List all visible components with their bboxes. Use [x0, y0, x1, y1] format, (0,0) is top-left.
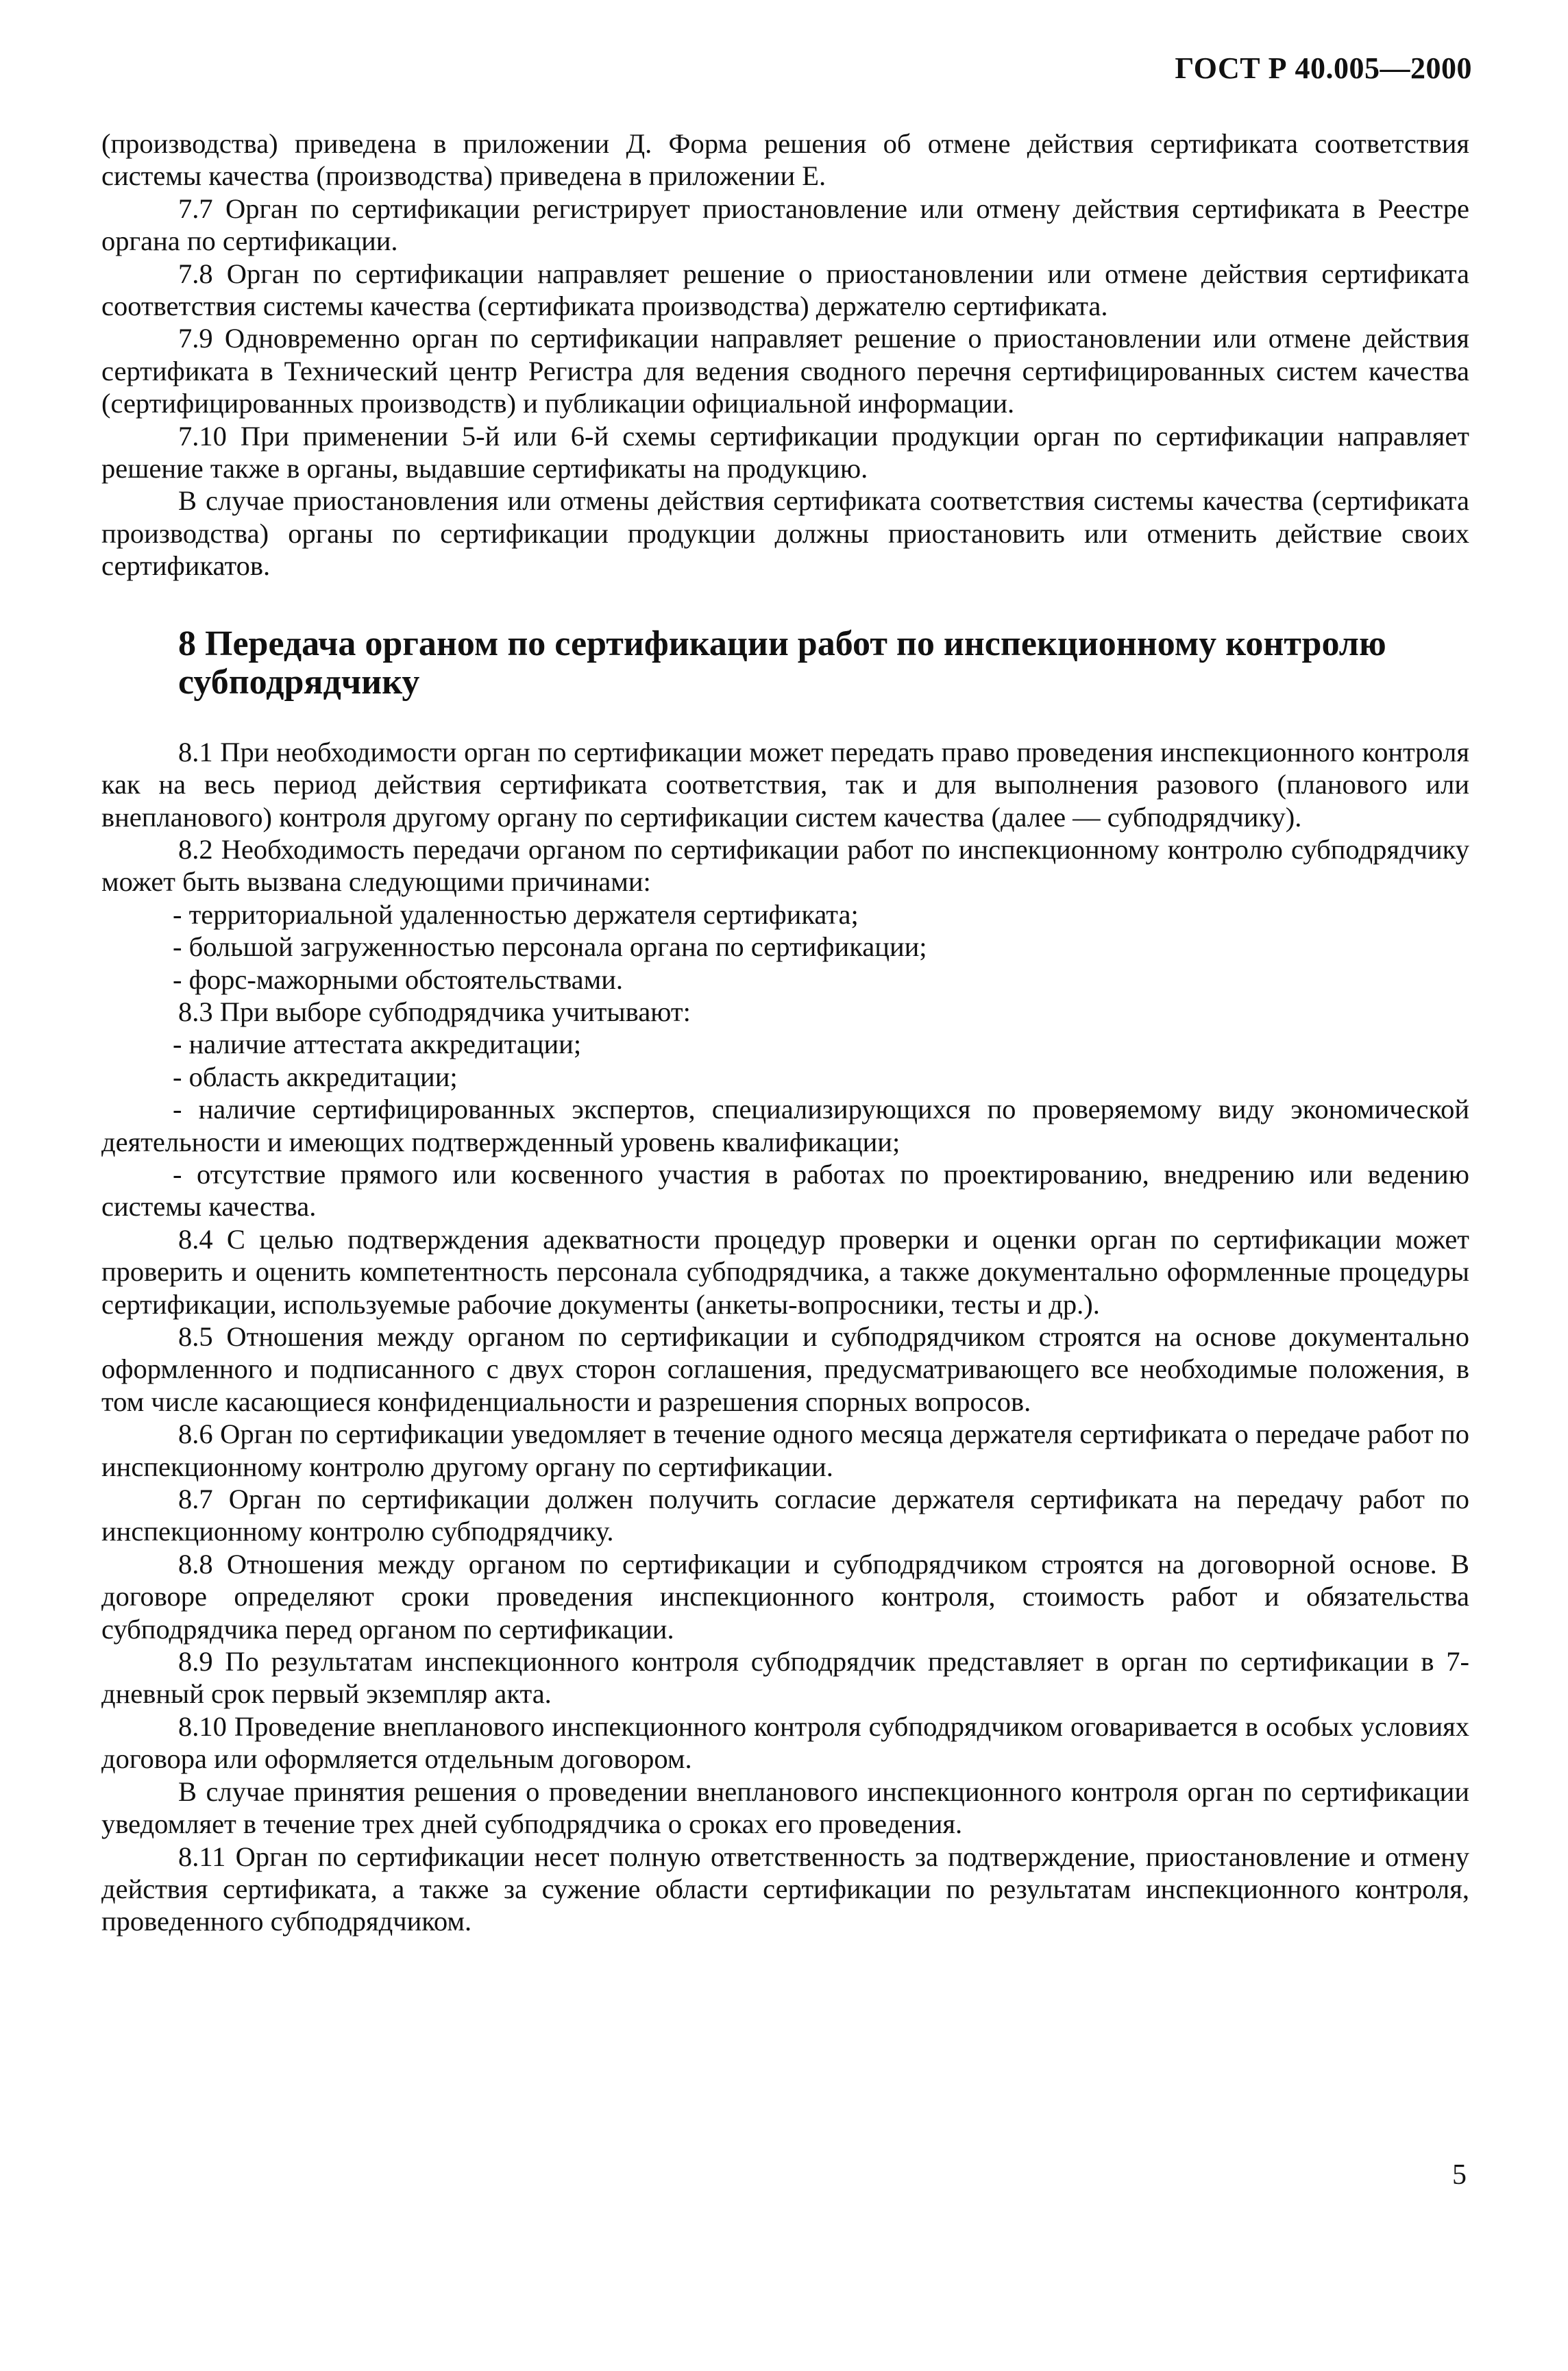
paragraph-8-11: 8.11 Орган по сертификации несет полную ответственность за подтверждение, приостановление и отмену действия сертификата, а также за сужение области сертификации по результатам инспекционного контроля, проведенного субподрядчиком.: [101, 1841, 1469, 1937]
list-item: - большой загруженностью персонала органа по сертификации;: [173, 931, 927, 963]
document-body: [101, 127, 1469, 1938]
paragraph-8-3: 8.3 При выборе субподрядчика учитывают:: [178, 996, 691, 1027]
paragraph-7-6-continuation: (производства) приведена в приложении Д. Форма решения об отмене действия сертификата соответствия системы качества (производства) приведена в приложении Е.: [101, 128, 1469, 192]
page-number: 5: [1452, 2159, 1467, 2191]
paragraph-7-8: 7.8 Орган по сертификации направляет решение о приостановлении или отмене действия сертификата соответствия системы качества (сертификата производства) держателю сертификата.: [101, 258, 1469, 322]
list-item: - область аккредитации;: [173, 1061, 458, 1092]
paragraph-8-4: 8.4 С целью подтверждения адекватности процедур проверки и оценки орган по сертификации может проверить и оценить компетентность персонала субподрядчика, а также документально оформленные процедуры сертификации, используемые рабочие документы (анкеты-вопросники, тесты и др.).: [101, 1223, 1469, 1320]
paragraph-8-5: 8.5 Отношения между органом по сертификации и субподрядчиком строятся на основе документально оформленного и подписанного с двух сторон соглашения, предусматривающего все необходимые положения, в том числе касающиеся конфиденциальности и разрешения спорных вопросов.: [101, 1321, 1469, 1417]
section-8-title: 8 Передача органом по сертификации работ по инспекционному контролю субподрядчику: [178, 624, 1386, 702]
paragraph-7-10-note: В случае приостановления или отмены действия сертификата соответствия системы качества (сертификата производства) органы по сертификации продукции должны приостановить или отменить действие своих сертификатов.: [101, 485, 1469, 582]
paragraph-8-2: 8.2 Необходимость передачи органом по сертификации работ по инспекционному контролю субподрядчику может быть вызвана следующими причинами:: [101, 833, 1469, 898]
list-item: - территориальной удаленностью держателя сертификата;: [173, 898, 859, 930]
list-item: - наличие аттестата аккредитации;: [173, 1029, 582, 1060]
paragraph-8-10: 8.10 Проведение внепланового инспекционного контроля субподрядчиком оговаривается в особых условиях договора или оформляется отдельным договором.: [101, 1710, 1469, 1775]
list-item: - отсутствие прямого или косвенного участия в работах по проектированию, внедрению или ведению системы качества.: [101, 1158, 1469, 1223]
paragraph-8-10-note: В случае принятия решения о проведении внепланового инспекционного контроля орган по сертификации уведомляет в течение трех дней субподрядчика о сроках его проведения.: [101, 1776, 1469, 1840]
paragraph-8-1: 8.1 При необходимости орган по сертификации может передать право проведения инспекционного контроля как на весь период действия сертификата соответствия, так и для выполнения разового (планового или внепланового) контроля другому органу по сертификации систем качества (далее — субподрядчику).: [101, 736, 1469, 833]
paragraph-8-7: 8.7 Орган по сертификации должен получить согласие держателя сертификата на передачу работ по инспекционному контролю субподрядчику.: [101, 1484, 1469, 1547]
paragraph-8-6: 8.6 Орган по сертификации уведомляет в течение одного месяца держателя сертификата о передаче работ по инспекционному контролю другому органу по сертификации.: [101, 1418, 1469, 1482]
document-header-id: ГОСТ Р 40.005—2000: [1175, 51, 1472, 85]
paragraph-7-7: 7.7 Орган по сертификации регистрирует приостановление или отмену действия сертификата в Реестре органа по сертификации.: [101, 193, 1469, 257]
paragraph-8-9: 8.9 По результатам инспекционного контроля субподрядчик представляет в орган по сертификации в 7-дневный срок первый экземпляр акта.: [101, 1646, 1469, 1710]
paragraph-8-8: 8.8 Отношения между органом по сертификации и субподрядчиком строятся на договорной основе. В договоре определяют сроки проведения инспекционного контроля, стоимость работ и обязательства субподрядчика перед органом по сертификации.: [101, 1548, 1469, 1645]
list-item: - наличие сертифицированных экспертов, специализирующихся по проверяемому виду экономической деятельности и имеющих подтвержденный уровень квалификации;: [101, 1094, 1469, 1157]
paragraph-7-10: 7.10 При применении 5-й или 6-й схемы сертификации продукции орган по сертификации направляет решение также в органы, выдавшие сертификаты на продукцию.: [101, 420, 1469, 484]
paragraph-7-9: 7.9 Одновременно орган по сертификации направляет решение о приостановлении или отмене действия сертификата в Технический центр Регистра для ведения сводного перечня сертифицированных систем качества (сертифицированных производств) и публикации официальной информации.: [101, 323, 1469, 419]
list-item: - форс-мажорными обстоятельствами.: [173, 963, 624, 995]
